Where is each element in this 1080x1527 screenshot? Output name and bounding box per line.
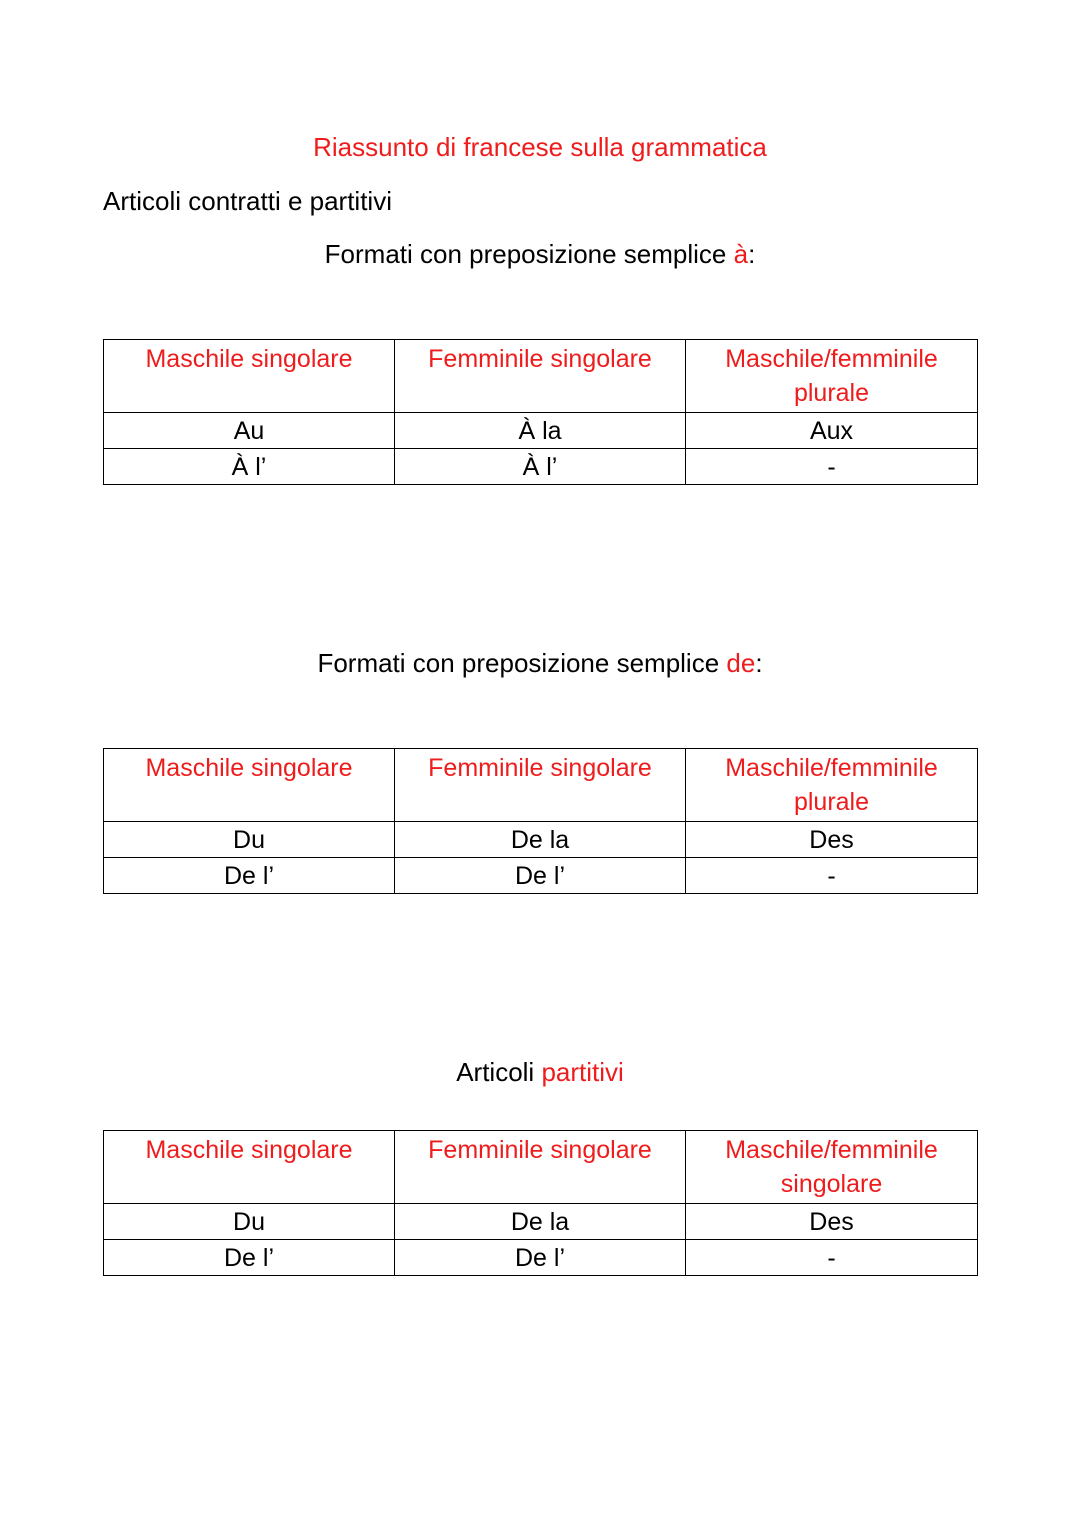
caption-highlight: de — [726, 648, 756, 678]
table-cell: À l’ — [104, 449, 395, 485]
table-row — [104, 822, 978, 858]
header-cell: Maschile singolare — [104, 749, 395, 822]
table-cell: De l’ — [395, 858, 686, 894]
caption-suffix: : — [755, 648, 763, 678]
section-heading: Articoli contratti e partitivi — [103, 186, 392, 216]
header-cell: Maschile/femminile plurale — [686, 340, 978, 413]
header-cell: Femminile singolare — [395, 749, 686, 822]
caption-text: Formati con preposizione semplice — [317, 648, 727, 678]
table-header-row — [104, 340, 978, 413]
table-row — [104, 858, 978, 894]
table-cell: - — [686, 449, 978, 485]
table-cell: De la — [395, 822, 686, 858]
table-header-row — [104, 1131, 978, 1204]
table-cell: Au — [104, 413, 395, 449]
table-cell: Des — [686, 822, 978, 858]
table-cell: Des — [686, 1204, 978, 1240]
table-header-row — [104, 749, 978, 822]
header-cell: Maschile/femminile plurale — [686, 749, 978, 822]
table-caption-a — [0, 237, 1080, 271]
header-cell: Femminile singolare — [395, 1131, 686, 1204]
caption-text: Formati con preposizione semplice — [324, 239, 734, 269]
table-cell: À la — [395, 413, 686, 449]
table-row — [104, 413, 978, 449]
header-cell: Maschile singolare — [104, 340, 395, 413]
document-title: Riassunto di francese sulla grammatica — [313, 132, 767, 162]
table-caption-de — [0, 646, 1080, 680]
table-cell: De la — [395, 1204, 686, 1240]
caption-text: Articoli — [456, 1057, 542, 1087]
header-cell: Maschile/femminile singolare — [686, 1131, 978, 1204]
table-articoli-partitivi — [103, 1130, 978, 1276]
caption-highlight: à — [733, 239, 749, 269]
table-cell: - — [686, 1240, 978, 1276]
table-cell: De l’ — [104, 1240, 395, 1276]
caption-suffix: : — [748, 239, 756, 269]
header-cell: Maschile singolare — [104, 1131, 395, 1204]
table-row — [104, 449, 978, 485]
table-cell: - — [686, 858, 978, 894]
table-caption-partitivi — [0, 1055, 1080, 1089]
table-cell: Du — [104, 1204, 395, 1240]
table-row — [104, 1204, 978, 1240]
table-preposition-a — [103, 339, 978, 485]
header-cell: Femminile singolare — [395, 340, 686, 413]
caption-highlight: partitivi — [541, 1057, 624, 1087]
table-preposition-de — [103, 748, 978, 894]
table-cell: De l’ — [104, 858, 395, 894]
table-row — [104, 1240, 978, 1276]
table-cell: De l’ — [395, 1240, 686, 1276]
table-cell: À l’ — [395, 449, 686, 485]
table-cell: Aux — [686, 413, 978, 449]
table-cell: Du — [104, 822, 395, 858]
